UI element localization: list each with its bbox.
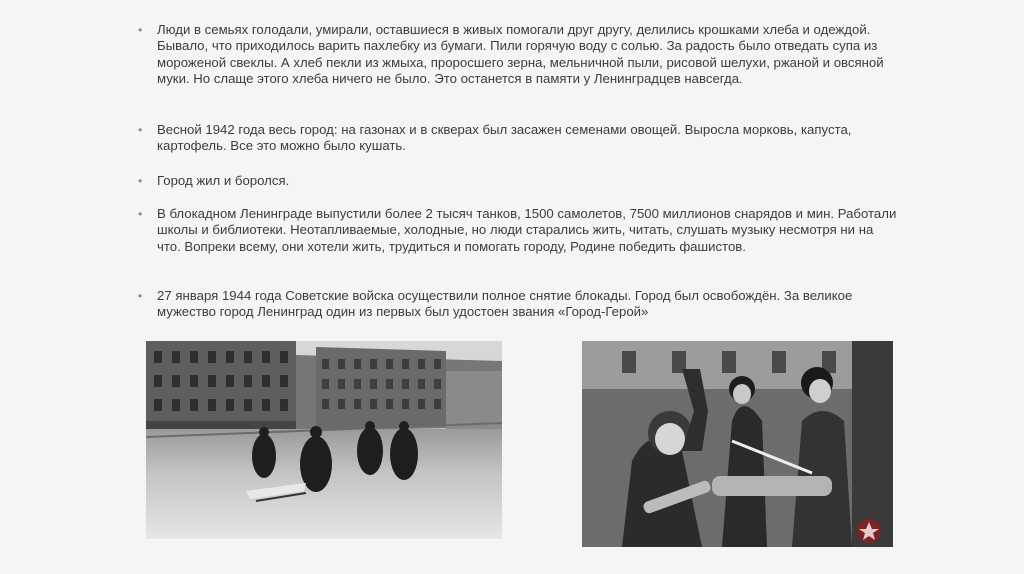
bullet-marker: • bbox=[138, 174, 143, 188]
bullet-marker: • bbox=[138, 23, 143, 37]
photo-street-winter-image bbox=[146, 341, 502, 539]
photo-street-winter bbox=[146, 341, 502, 539]
bullet-text: Город жил и боролся. bbox=[157, 173, 290, 188]
bullet-item bbox=[138, 206, 898, 272]
bullet-marker: • bbox=[138, 207, 143, 221]
bullet-item bbox=[138, 288, 898, 322]
bullet-text: 27 января 1944 года Советские войска осуществили полное снятие блокады. Город был освобождён. За великое мужество город Ленинград один из первых был удостоен звания «Город-Герой» bbox=[157, 288, 853, 320]
bullet-item bbox=[138, 173, 898, 191]
bullet-marker: • bbox=[138, 123, 143, 137]
photo-children-sawing-wood bbox=[582, 341, 893, 547]
bullet-text: Люди в семьях голодали, умирали, оставшиеся в живых помогали друг другу, делились крошками хлеба и одеждой. Бывало, что приходилось варить пахлебку из бумаги. Пили горячую воду с солью. За радость было отведать супа из мороженой свеклы. А хлеб пекли из жмыха, проросшего зерна, мельничной пыли, рисовой шелухи, ржаной и овсяной муки. Но слаще этого хлеба ничего не было. Это останется в памяти у Ленинградцев навсегда. bbox=[157, 22, 884, 87]
bullet-item bbox=[138, 122, 898, 156]
bullet-text: Весной 1942 года весь город: на газонах и в скверах был засажен семенами овощей. Выросла морковь, капуста, картофель. Все это можно было кушать. bbox=[157, 122, 852, 154]
bullet-item bbox=[138, 22, 898, 106]
bullet-text: В блокадном Ленинграде выпустили более 2 тысяч танков, 1500 самолетов, 7500 миллионов снарядов и мин. Работали школы и библиотеки. Неотапливаемые, холодные, но люди старались жить, читать, слушать музыку несмотря ни на что. Вопреки всему, они хотели жить, трудиться и помогать городу, Родине победить фашистов. bbox=[157, 206, 897, 254]
bullet-list bbox=[138, 22, 898, 322]
bullet-marker: • bbox=[138, 289, 143, 303]
photo-children-sawing-wood-image bbox=[582, 341, 893, 547]
